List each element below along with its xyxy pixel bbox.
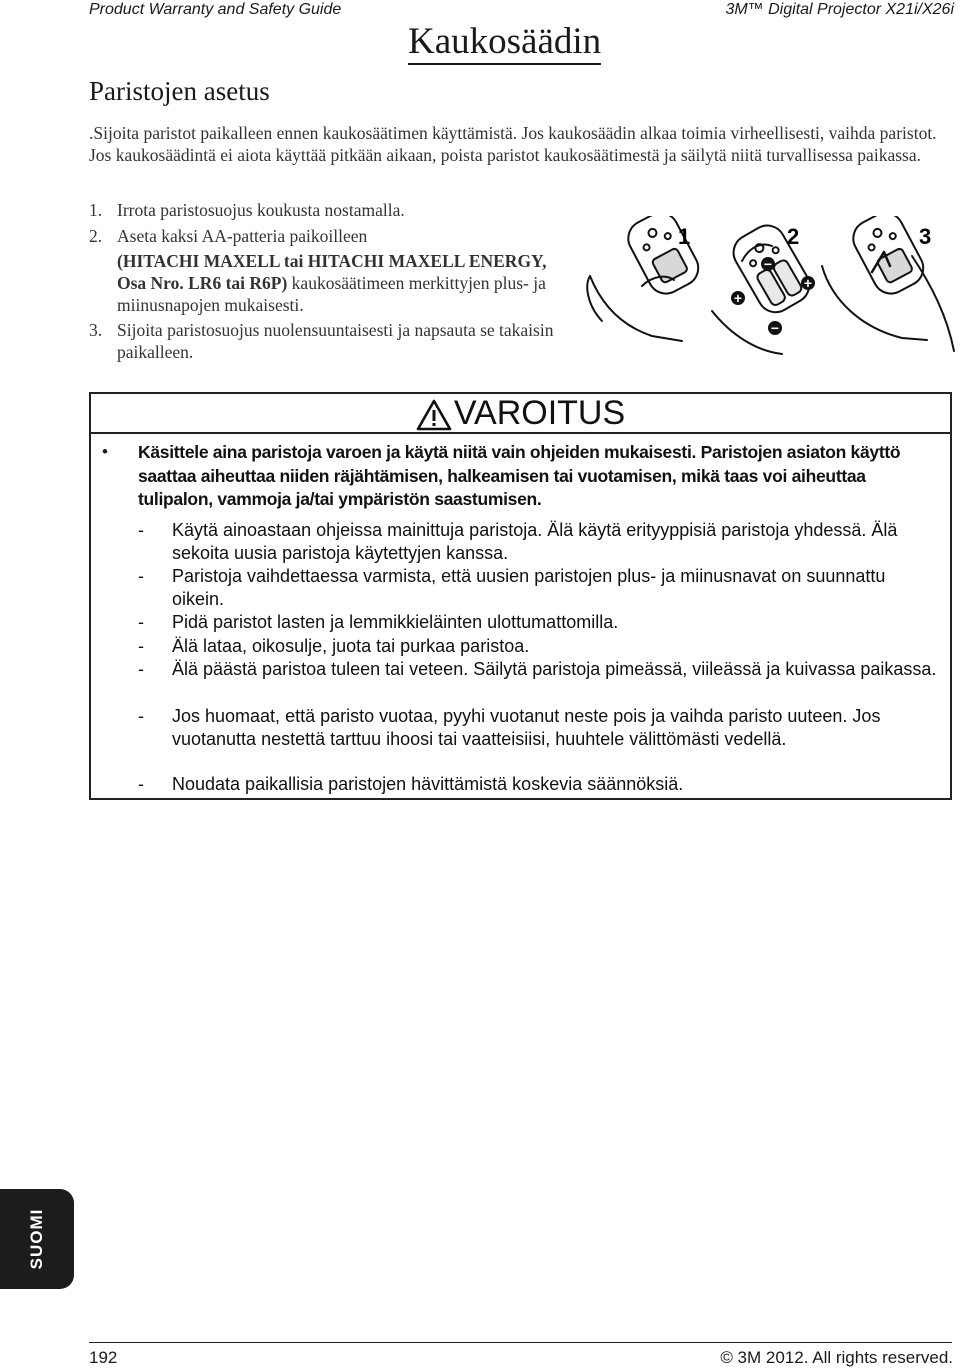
step-number: 3. <box>89 320 103 340</box>
step-text: Irrota paristosuojus koukusta nostamalla. <box>117 200 405 220</box>
bullet-marker: • <box>102 442 108 461</box>
plus-marker <box>731 290 745 306</box>
step-label-1: 1 <box>678 224 691 249</box>
remote-step-3 <box>847 216 930 300</box>
plus-marker <box>801 275 815 291</box>
warning-item <box>138 635 938 658</box>
step-number: 1. <box>89 200 103 220</box>
warning-item <box>138 658 938 681</box>
dash-marker: - <box>138 774 144 794</box>
step-2 <box>89 225 579 316</box>
warning-item <box>138 519 938 565</box>
plus-symbol: + <box>803 275 813 291</box>
step-3 <box>89 319 579 363</box>
step-label-3: 3 <box>919 224 932 249</box>
dash-marker: - <box>138 566 144 586</box>
footer-divider <box>89 1342 952 1343</box>
warning-lead-text: Käsittele aina paristoja varoen ja käytä niitä vain ohjeiden mukaisesti. Paristojen asiaton käyttö saattaa aiheuttaa niiden räjähtämisen, halkeamisen tai vuotamisen, mikä taas voi aiheuttaa tulipalon, vammoja ja/tai ympäristön saastumisen. <box>138 442 901 509</box>
header-product-name: 3M™ Digital Projector X21i/X26i <box>725 1 954 18</box>
step-number: 2. <box>89 226 103 246</box>
language-tab-label: SUOMI <box>27 1208 46 1270</box>
step-text-continued: kaukosäätimeen merkittyjen plus- ja miinusnapojen mukaisesti. <box>117 273 546 315</box>
step-label-2: 2 <box>787 224 800 249</box>
battery-installation-illustration <box>582 216 960 362</box>
warning-item-text: Älä lataa, oikosulje, juota tai purkaa paristoa. <box>172 636 530 656</box>
dash-marker: - <box>138 520 144 540</box>
warning-item-text: Käytä ainoastaan ohjeissa mainittuja paristoja. Älä käytä erityyppisiä paristoja yhdessä. Älä sekoita uusia paristoja käytettyjen kanssa. <box>172 520 898 563</box>
warning-item-text: Jos huomaat, että paristo vuotaa, pyyhi vuotanut neste pois ja vaihda paristo uuteen. Jos vuotanutta nestettä tarttuu ihoosi tai vaatteisiisi, huuhtele välittömästi vedellä. <box>172 706 881 749</box>
page-number: 192 <box>89 1348 118 1367</box>
warning-item-text: Paristoja vaihdettaessa varmista, että uusien paristojen plus- ja miinusnavat on suunnattu oikein. <box>172 566 886 609</box>
warning-triangle-icon <box>416 399 452 431</box>
page-title: Kaukosäädin <box>408 22 601 65</box>
dash-marker: - <box>138 612 144 632</box>
step-text: Sijoita paristosuojus nuolensuuntaisesti ja napsauta se takaisin paikalleen. <box>117 320 554 362</box>
minus-marker <box>768 320 782 336</box>
copyright-notice: © 3M 2012. All rights reserved. <box>720 1348 953 1367</box>
minus-symbol: − <box>770 320 780 336</box>
step-text: Aseta kaksi AA-patteria paikoilleen <box>117 226 368 246</box>
dash-marker: - <box>138 636 144 656</box>
step-battery-spec: (HITACHI MAXELL tai HITACHI MAXELL ENERGY, Osa Nro. LR6 tai R6P) <box>117 251 547 293</box>
dash-marker: - <box>138 659 144 679</box>
warning-item <box>138 705 938 751</box>
warning-title: VAROITUS <box>453 394 626 432</box>
warning-item <box>138 773 938 796</box>
remote-step-1 <box>622 216 705 300</box>
warning-item-text: Älä päästä paristoa tuleen tai veteen. Säilytä paristoja pimeässä, viileässä ja kuivassa paikassa. <box>172 659 937 679</box>
warning-item-text: Noudata paikallisia paristojen hävittämistä koskevia säännöksiä. <box>172 774 684 794</box>
warning-item <box>138 611 938 634</box>
step-1 <box>89 199 579 221</box>
intro-paragraph: .Sijoita paristot paikalleen ennen kaukosäätimen käyttämistä. Jos kaukosäädin alkaa toimia virheellisesti, vaihda paristot. Jos kaukosäädintä ei aiota käyttää pitkään aikaan, poista paristot kaukosäätimestä ja säilytä niitä turvallisessa paikassa. <box>89 123 937 165</box>
warning-heading <box>89 392 952 434</box>
plus-symbol: + <box>733 290 743 306</box>
section-title: Paristojen asetus <box>89 76 270 106</box>
warning-item <box>138 565 938 611</box>
header-guide-title: Product Warranty and Safety Guide <box>89 1 342 18</box>
language-tab <box>0 1189 74 1289</box>
dash-marker: - <box>138 706 144 726</box>
minus-symbol: − <box>763 256 773 272</box>
warning-item-text: Pidä paristot lasten ja lemmikkieläinten ulottumattomilla. <box>172 612 619 632</box>
